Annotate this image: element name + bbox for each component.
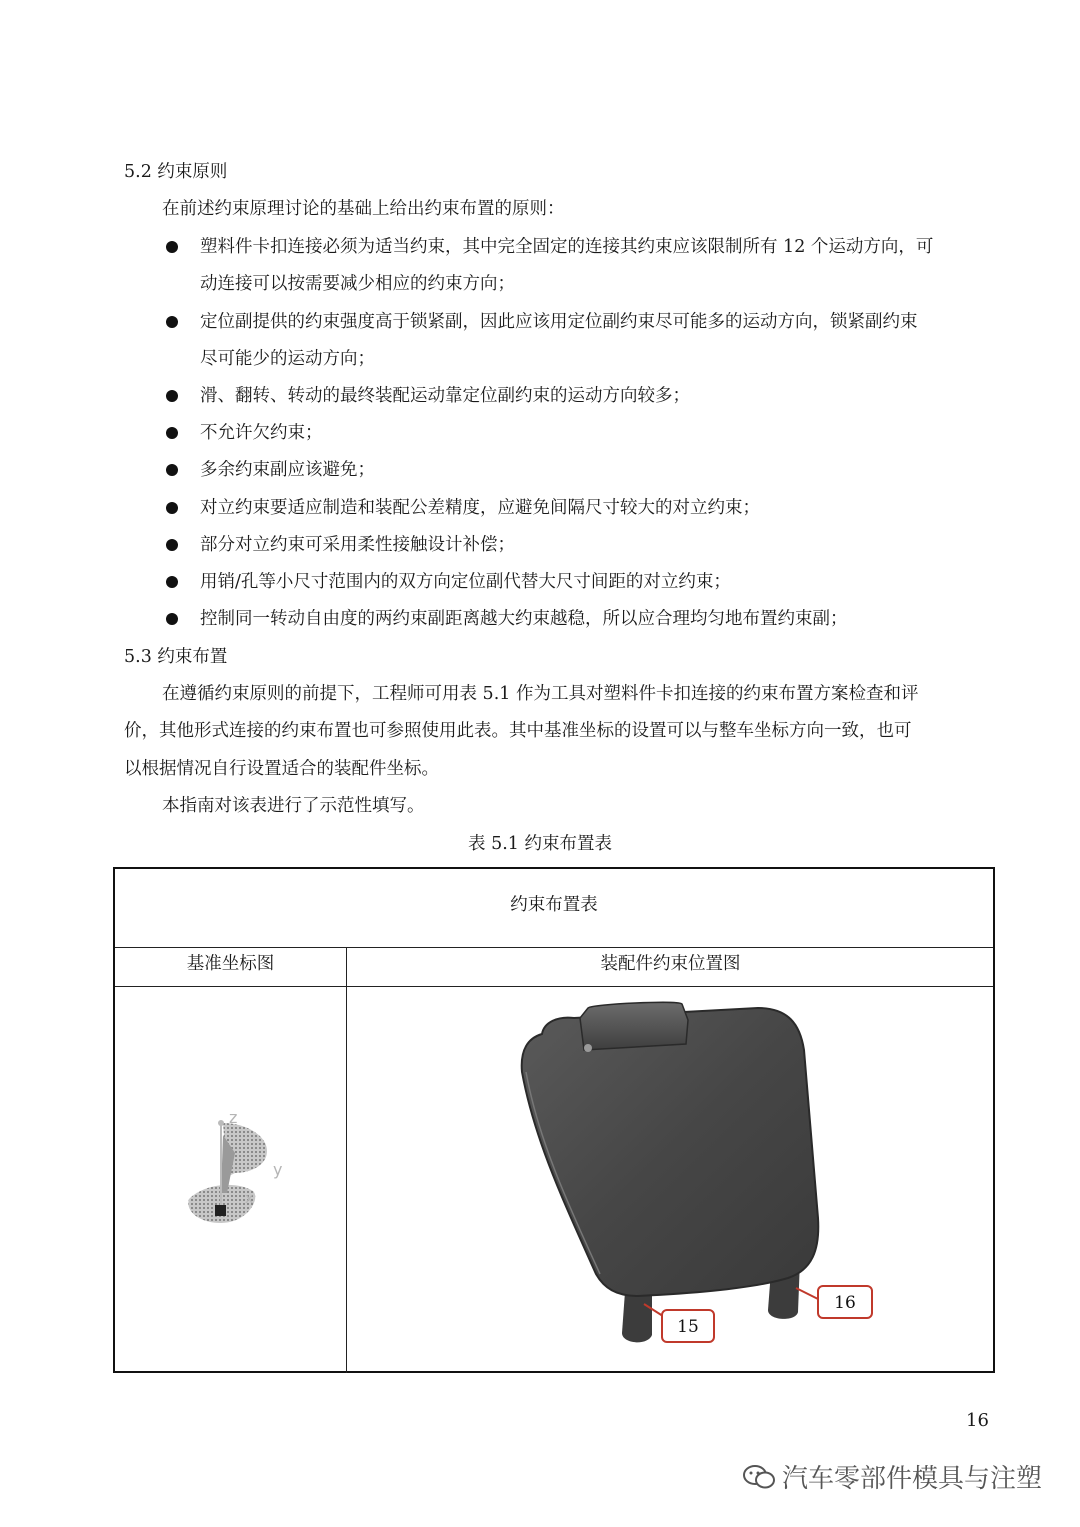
bullet-text-cont: 动连接可以按需要减少相应的约束方向； [200, 274, 515, 294]
bullet-text: 控制同一转动自由度的两约束副距离越大约束越稳，所以应合理均匀地布置约束副； [200, 609, 848, 629]
cover-top-tab [580, 1002, 688, 1050]
callout-16-label: 16 [834, 1293, 856, 1313]
origin-marker [215, 1205, 226, 1216]
table-divider [115, 986, 993, 987]
table-caption: 表 5.1 约束布置表 [468, 834, 612, 854]
bullet-icon [166, 464, 178, 476]
bullet-icon [166, 539, 178, 551]
brand-name: 汽车零部件模具与注塑 [782, 1464, 1043, 1494]
bullet-text: 不允许欠约束； [200, 423, 323, 443]
z-axis-tip [218, 1120, 224, 1126]
axis-z-label: z [229, 1108, 238, 1127]
section-5-2-heading: 5.2 约束原则 [124, 162, 228, 182]
coordinate-axis-figure [175, 1099, 295, 1239]
bullet-text: 对立约束要适应制造和装配公差精度，应避免间隔尺寸较大的对立约束； [200, 498, 760, 518]
tab-pin [584, 1044, 592, 1052]
table-title: 约束布置表 [510, 895, 598, 915]
section-5-3-para-line: 价，其他形式连接的约束布置也可参照使用此表。其中基准坐标的设置可以与整车坐标方向一致，也可 [124, 721, 912, 741]
axis-x-label: x [245, 1191, 254, 1207]
callout-15-label: 15 [677, 1317, 699, 1337]
page-number: 16 [966, 1410, 989, 1431]
section-5-3-para2: 本指南对该表进行了示范性填写。 [162, 796, 425, 816]
bullet-text: 部分对立约束可采用柔性接触设计补偿； [200, 535, 515, 555]
bullet-icon [166, 613, 178, 625]
axis-y-label: y [273, 1160, 283, 1179]
bullet-icon [166, 316, 178, 328]
bullet-text: 塑料件卡扣连接必须为适当约束，其中完全固定的连接其约束应该限制所有 12 个运动方向，可 [200, 237, 934, 257]
brand-watermark [742, 1458, 1042, 1495]
section-5-3-para-line: 以根据情况自行设置适合的装配件坐标。 [124, 759, 439, 779]
bullet-text: 滑、翻转、转动的最终装配运动靠定位副约束的运动方向较多； [200, 386, 690, 406]
callout-16-leader [796, 1288, 820, 1300]
bullet-text-cont: 尽可能少的运动方向； [200, 349, 375, 369]
bullet-icon [166, 502, 178, 514]
constraint-layout-table [113, 867, 995, 1373]
bullet-icon [166, 576, 178, 588]
table-col2-header: 装配件约束位置图 [600, 954, 741, 974]
table-divider [115, 947, 993, 948]
bullet-icon [166, 241, 178, 253]
section-5-2-intro: 在前述约束原理讨论的基础上给出约束布置的原则： [162, 199, 565, 219]
bullet-text: 多余约束副应该避免； [200, 460, 375, 480]
bullet-text: 定位副提供的约束强度高于锁紧副，因此应该用定位副约束尽可能多的运动方向，锁紧副约束 [200, 312, 918, 332]
cover-panel [522, 1008, 819, 1296]
bullet-text: 用销/孔等小尺寸范围内的双方向定位副代替大尺寸间距的对立约束； [200, 572, 731, 592]
bullet-icon [166, 427, 178, 439]
section-5-3-heading: 5.3 约束布置 [124, 647, 228, 667]
bullet-icon [166, 390, 178, 402]
table-divider [346, 948, 347, 1373]
assembly-part-figure [348, 988, 993, 1373]
section-5-3-para-line: 在遵循约束原则的前提下，工程师可用表 5.1 作为工具对塑料件卡扣连接的约束布置方案检查和评 [162, 684, 919, 704]
wechat-icon [742, 1463, 776, 1491]
table-col1-header: 基准坐标图 [186, 954, 275, 974]
